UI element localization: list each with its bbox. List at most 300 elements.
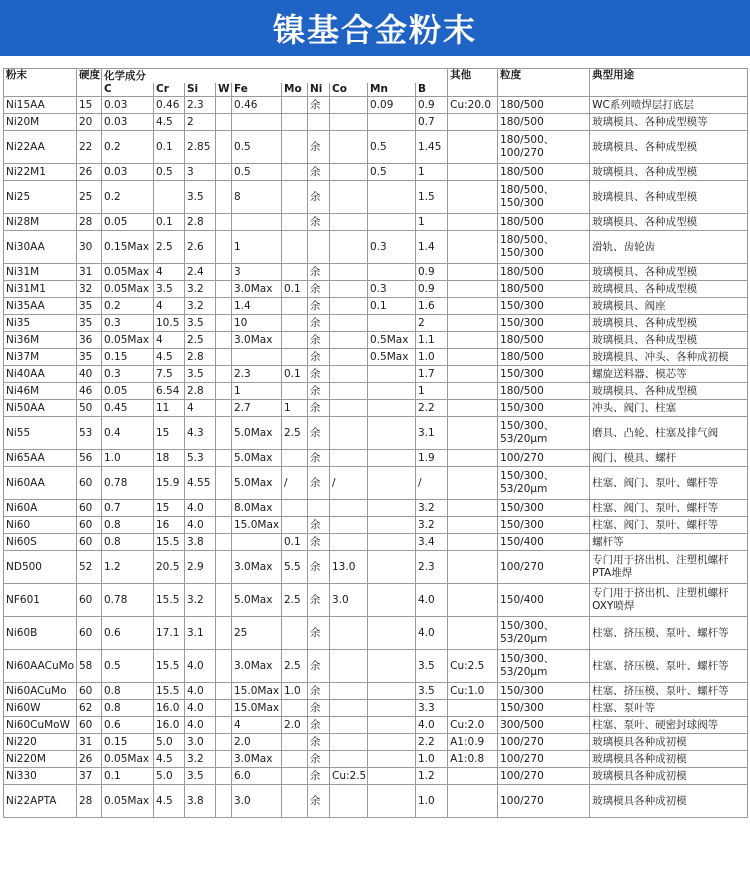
cell-usage: 磨具、凸轮、柱塞及排气阀 <box>590 417 748 450</box>
cell-w <box>216 298 232 315</box>
table-row <box>4 751 748 768</box>
cell-hardness: 53 <box>77 417 102 450</box>
cell-c: 1.2 <box>102 551 154 584</box>
cell-usage: 玻璃模具、各种成型模 <box>590 332 748 349</box>
cell-powder: Ni35 <box>4 315 77 332</box>
cell-c: 0.2 <box>102 181 154 214</box>
cell-hardness: 35 <box>77 315 102 332</box>
cell-b: 1.6 <box>416 298 448 315</box>
header-element: Fe <box>232 83 282 97</box>
cell-mo: 2.5 <box>282 584 308 617</box>
cell-powder: Ni15AA <box>4 97 77 114</box>
cell-fe: 8.0Max <box>232 500 282 517</box>
cell-hardness: 58 <box>77 650 102 683</box>
cell-si: 2.8 <box>185 214 216 231</box>
cell-other <box>448 534 498 551</box>
cell-usage: 柱塞、挤压模、泵叶、螺杆等 <box>590 650 748 683</box>
cell-other: Cu:2.5 <box>448 650 498 683</box>
cell-size: 100/270 <box>498 768 590 785</box>
cell-usage: 螺杆等 <box>590 534 748 551</box>
cell-w <box>216 768 232 785</box>
cell-si: 4 <box>185 400 216 417</box>
cell-powder: Ni60S <box>4 534 77 551</box>
cell-hardness: 56 <box>77 450 102 467</box>
cell-c: 0.3 <box>102 366 154 383</box>
header-size: 粒度 <box>498 69 590 97</box>
cell-size: 180/500 <box>498 281 590 298</box>
cell-usage: 玻璃模具、各种成型模 <box>590 131 748 164</box>
cell-usage: 柱塞、阀门、泵叶、螺杆等 <box>590 467 748 500</box>
cell-fe: 0.46 <box>232 97 282 114</box>
cell-size: 150/300 <box>498 366 590 383</box>
cell-cr: 6.54 <box>154 383 185 400</box>
cell-fe: 2.3 <box>232 366 282 383</box>
cell-fe: 1 <box>232 383 282 400</box>
cell-ni: 余 <box>308 617 330 650</box>
cell-mn <box>368 768 416 785</box>
cell-c: 0.05 <box>102 383 154 400</box>
cell-c: 0.05Max <box>102 332 154 349</box>
cell-size: 150/400 <box>498 534 590 551</box>
cell-powder: Ni22APTA <box>4 785 77 818</box>
cell-si: 2.8 <box>185 383 216 400</box>
cell-hardness: 50 <box>77 400 102 417</box>
cell-c: 0.2 <box>102 131 154 164</box>
cell-w <box>216 500 232 517</box>
cell-fe: 0.5 <box>232 131 282 164</box>
cell-hardness: 25 <box>77 181 102 214</box>
cell-size: 150/400 <box>498 584 590 617</box>
cell-b: 1.0 <box>416 751 448 768</box>
cell-co <box>330 114 368 131</box>
cell-b: 0.9 <box>416 281 448 298</box>
cell-ni: 余 <box>308 717 330 734</box>
cell-ni: 余 <box>308 734 330 751</box>
cell-w <box>216 785 232 818</box>
cell-mn <box>368 383 416 400</box>
cell-b: 1.4 <box>416 231 448 264</box>
cell-mn <box>368 417 416 450</box>
cell-usage: 冲头、阀门、柱塞 <box>590 400 748 417</box>
cell-other <box>448 349 498 366</box>
cell-c: 0.03 <box>102 114 154 131</box>
cell-co <box>330 517 368 534</box>
cell-cr: 15 <box>154 417 185 450</box>
cell-mo <box>282 450 308 467</box>
cell-size: 180/500 <box>498 214 590 231</box>
cell-w <box>216 683 232 700</box>
cell-mo <box>282 214 308 231</box>
cell-usage: 玻璃模具、各种成型模 <box>590 281 748 298</box>
cell-size: 150/300 <box>498 400 590 417</box>
cell-fe: 1 <box>232 231 282 264</box>
cell-c: 0.78 <box>102 467 154 500</box>
cell-c: 0.7 <box>102 500 154 517</box>
cell-hardness: 60 <box>77 584 102 617</box>
table-row <box>4 315 748 332</box>
cell-usage: 柱塞、泵叶、硬密封球阀等 <box>590 717 748 734</box>
header-element: Cr <box>154 83 185 97</box>
cell-mo <box>282 768 308 785</box>
cell-co <box>330 214 368 231</box>
cell-si: 2 <box>185 114 216 131</box>
cell-mo <box>282 785 308 818</box>
cell-fe <box>232 214 282 231</box>
cell-size: 150/300、53/20μm <box>498 650 590 683</box>
cell-size: 300/500 <box>498 717 590 734</box>
cell-b: 1.45 <box>416 131 448 164</box>
cell-other <box>448 131 498 164</box>
cell-powder: Ni60AA <box>4 467 77 500</box>
cell-c: 0.05 <box>102 214 154 231</box>
header-hardness: 硬度 <box>77 69 102 97</box>
cell-si: 3.8 <box>185 534 216 551</box>
cell-usage: 玻璃模具、各种成型模 <box>590 214 748 231</box>
cell-fe: 5.0Max <box>232 417 282 450</box>
cell-usage: 滑轨、齿轮齿 <box>590 231 748 264</box>
cell-co <box>330 650 368 683</box>
cell-cr: 5.0 <box>154 768 185 785</box>
cell-ni: 余 <box>308 768 330 785</box>
table-row <box>4 114 748 131</box>
cell-fe <box>232 349 282 366</box>
cell-co <box>330 717 368 734</box>
cell-mo: 1 <box>282 400 308 417</box>
cell-other <box>448 264 498 281</box>
cell-fe <box>232 114 282 131</box>
cell-usage: 玻璃模具、各种成型模 <box>590 383 748 400</box>
cell-fe: 2.0 <box>232 734 282 751</box>
cell-mo <box>282 264 308 281</box>
cell-usage: 柱塞、阀门、泵叶、螺杆等 <box>590 500 748 517</box>
cell-mn <box>368 500 416 517</box>
cell-powder: Ni60A <box>4 500 77 517</box>
cell-hardness: 20 <box>77 114 102 131</box>
cell-fe: 10 <box>232 315 282 332</box>
cell-mn <box>368 214 416 231</box>
cell-hardness: 35 <box>77 349 102 366</box>
cell-si: 2.8 <box>185 349 216 366</box>
cell-b: 3.2 <box>416 500 448 517</box>
table-row <box>4 181 748 214</box>
cell-cr: 7.5 <box>154 366 185 383</box>
cell-mn <box>368 534 416 551</box>
cell-size: 150/300、53/20μm <box>498 617 590 650</box>
cell-w <box>216 584 232 617</box>
cell-b: 2.2 <box>416 734 448 751</box>
cell-hardness: 46 <box>77 383 102 400</box>
cell-si: 3.2 <box>185 298 216 315</box>
cell-mn <box>368 683 416 700</box>
cell-mn <box>368 114 416 131</box>
table-row <box>4 717 748 734</box>
cell-cr: 20.5 <box>154 551 185 584</box>
cell-cr: 15.5 <box>154 534 185 551</box>
cell-w <box>216 650 232 683</box>
cell-size: 150/300、53/20μm <box>498 467 590 500</box>
cell-w <box>216 231 232 264</box>
cell-other <box>448 366 498 383</box>
cell-mo <box>282 500 308 517</box>
cell-w <box>216 734 232 751</box>
cell-cr: 0.1 <box>154 214 185 231</box>
cell-w <box>216 281 232 298</box>
cell-ni: 余 <box>308 332 330 349</box>
cell-size: 150/300 <box>498 517 590 534</box>
cell-mo <box>282 131 308 164</box>
cell-si: 4.55 <box>185 467 216 500</box>
cell-usage: 柱塞、挤压模、泵叶、螺杆等 <box>590 683 748 700</box>
cell-fe: 1.4 <box>232 298 282 315</box>
cell-hardness: 32 <box>77 281 102 298</box>
cell-size: 150/300 <box>498 700 590 717</box>
cell-fe: 3.0Max <box>232 751 282 768</box>
cell-ni <box>308 231 330 264</box>
cell-usage: 玻璃模具、各种成型模 <box>590 164 748 181</box>
cell-mo <box>282 97 308 114</box>
cell-b: 1.1 <box>416 332 448 349</box>
cell-b: 0.9 <box>416 264 448 281</box>
cell-mn: 0.5 <box>368 164 416 181</box>
cell-mn: 0.5Max <box>368 349 416 366</box>
table-row <box>4 383 748 400</box>
cell-powder: Ni28M <box>4 214 77 231</box>
cell-b: / <box>416 467 448 500</box>
cell-mo <box>282 383 308 400</box>
cell-cr: 4 <box>154 264 185 281</box>
cell-fe: 15.0Max <box>232 683 282 700</box>
cell-b: 4.0 <box>416 617 448 650</box>
cell-si: 4.0 <box>185 683 216 700</box>
cell-powder: Ni25 <box>4 181 77 214</box>
cell-hardness: 31 <box>77 734 102 751</box>
table-row <box>4 650 748 683</box>
cell-co <box>330 264 368 281</box>
cell-other <box>448 617 498 650</box>
cell-mn: 0.3 <box>368 231 416 264</box>
cell-co <box>330 617 368 650</box>
cell-size: 100/270 <box>498 450 590 467</box>
cell-powder: Ni22M1 <box>4 164 77 181</box>
table-container <box>0 56 750 818</box>
cell-c: 0.6 <box>102 617 154 650</box>
cell-c: 0.78 <box>102 584 154 617</box>
cell-powder: Ni40AA <box>4 366 77 383</box>
cell-size: 150/300 <box>498 298 590 315</box>
cell-mn: 0.5 <box>368 131 416 164</box>
cell-c: 0.5 <box>102 650 154 683</box>
cell-ni: 余 <box>308 383 330 400</box>
cell-mo: 5.5 <box>282 551 308 584</box>
cell-cr: 16.0 <box>154 717 185 734</box>
cell-other <box>448 164 498 181</box>
table-row <box>4 700 748 717</box>
header-element: C <box>102 83 154 97</box>
cell-mo: / <box>282 467 308 500</box>
cell-b: 3.2 <box>416 517 448 534</box>
table-row <box>4 551 748 584</box>
cell-mn <box>368 751 416 768</box>
cell-ni: 余 <box>308 164 330 181</box>
cell-powder: Ni65AA <box>4 450 77 467</box>
cell-mo: 2.5 <box>282 417 308 450</box>
cell-c: 0.6 <box>102 717 154 734</box>
cell-powder: Ni46M <box>4 383 77 400</box>
cell-cr: 15.5 <box>154 683 185 700</box>
cell-other <box>448 417 498 450</box>
cell-c: 0.4 <box>102 417 154 450</box>
cell-cr: 17.1 <box>154 617 185 650</box>
cell-w <box>216 264 232 281</box>
cell-ni: 余 <box>308 349 330 366</box>
cell-powder: Ni60B <box>4 617 77 650</box>
cell-powder: Ni330 <box>4 768 77 785</box>
cell-w <box>216 551 232 584</box>
cell-usage: 专门用于挤出机、注塑机螺杆OXY喷焊 <box>590 584 748 617</box>
cell-si: 4.0 <box>185 650 216 683</box>
cell-powder: Ni50AA <box>4 400 77 417</box>
cell-other <box>448 450 498 467</box>
cell-size: 180/500 <box>498 332 590 349</box>
cell-si: 3.0 <box>185 734 216 751</box>
cell-powder: Ni60CuMoW <box>4 717 77 734</box>
cell-other <box>448 551 498 584</box>
cell-co <box>330 785 368 818</box>
table-row <box>4 214 748 231</box>
cell-mn: 0.1 <box>368 298 416 315</box>
cell-w <box>216 332 232 349</box>
header-element: Co <box>330 83 368 97</box>
cell-hardness: 31 <box>77 264 102 281</box>
cell-cr: 3.5 <box>154 281 185 298</box>
cell-powder: Ni22AA <box>4 131 77 164</box>
cell-c: 0.05Max <box>102 785 154 818</box>
cell-b: 2.3 <box>416 551 448 584</box>
cell-ni: 余 <box>308 683 330 700</box>
table-row <box>4 264 748 281</box>
cell-mo <box>282 298 308 315</box>
cell-powder: NF601 <box>4 584 77 617</box>
cell-mo <box>282 700 308 717</box>
header-composition: 化学成分 <box>102 69 448 84</box>
cell-c: 0.8 <box>102 534 154 551</box>
cell-hardness: 52 <box>77 551 102 584</box>
cell-co <box>330 751 368 768</box>
cell-b: 1 <box>416 164 448 181</box>
cell-hardness: 28 <box>77 785 102 818</box>
table-row <box>4 231 748 264</box>
cell-c: 0.45 <box>102 400 154 417</box>
cell-hardness: 26 <box>77 164 102 181</box>
cell-cr: 15.9 <box>154 467 185 500</box>
cell-si: 3.5 <box>185 181 216 214</box>
cell-mn <box>368 400 416 417</box>
cell-other: Cu:1.0 <box>448 683 498 700</box>
cell-mo: 0.1 <box>282 366 308 383</box>
cell-si: 2.4 <box>185 264 216 281</box>
cell-fe: 3.0Max <box>232 551 282 584</box>
cell-w <box>216 164 232 181</box>
cell-b: 1.5 <box>416 181 448 214</box>
cell-mn <box>368 181 416 214</box>
cell-w <box>216 366 232 383</box>
cell-b: 1 <box>416 214 448 231</box>
cell-fe: 25 <box>232 617 282 650</box>
cell-co: 3.0 <box>330 584 368 617</box>
cell-powder: Ni60ACuMo <box>4 683 77 700</box>
cell-mo <box>282 734 308 751</box>
cell-ni: 余 <box>308 751 330 768</box>
cell-co <box>330 231 368 264</box>
cell-mn <box>368 551 416 584</box>
cell-w <box>216 467 232 500</box>
cell-hardness: 35 <box>77 298 102 315</box>
cell-usage: 玻璃模具、各种成型模 <box>590 315 748 332</box>
cell-hardness: 30 <box>77 231 102 264</box>
cell-ni: 余 <box>308 298 330 315</box>
cell-w <box>216 383 232 400</box>
cell-b: 1.0 <box>416 785 448 818</box>
cell-b: 3.5 <box>416 650 448 683</box>
cell-fe: 3 <box>232 264 282 281</box>
cell-fe: 3.0Max <box>232 650 282 683</box>
cell-co <box>330 534 368 551</box>
cell-w <box>216 97 232 114</box>
cell-ni: 余 <box>308 264 330 281</box>
cell-si: 4.0 <box>185 500 216 517</box>
cell-usage: 玻璃模具各种成初模 <box>590 785 748 818</box>
cell-other <box>448 517 498 534</box>
cell-other <box>448 467 498 500</box>
cell-hardness: 22 <box>77 131 102 164</box>
cell-mo <box>282 751 308 768</box>
header-usage: 典型用途 <box>590 69 748 97</box>
cell-mn <box>368 315 416 332</box>
cell-cr: 4.5 <box>154 114 185 131</box>
cell-ni: 余 <box>308 315 330 332</box>
cell-b: 4.0 <box>416 584 448 617</box>
cell-mo <box>282 114 308 131</box>
cell-cr: 0.46 <box>154 97 185 114</box>
cell-other <box>448 332 498 349</box>
cell-mn <box>368 366 416 383</box>
cell-si: 2.5 <box>185 332 216 349</box>
cell-hardness: 60 <box>77 500 102 517</box>
cell-b: 1.2 <box>416 768 448 785</box>
cell-si: 3.2 <box>185 281 216 298</box>
cell-size: 100/270 <box>498 551 590 584</box>
cell-ni: 余 <box>308 214 330 231</box>
cell-w <box>216 617 232 650</box>
table-row <box>4 281 748 298</box>
cell-b: 1 <box>416 383 448 400</box>
cell-b: 0.9 <box>416 97 448 114</box>
cell-si: 2.85 <box>185 131 216 164</box>
cell-ni: 余 <box>308 785 330 818</box>
cell-cr: 0.1 <box>154 131 185 164</box>
cell-mn: 0.5Max <box>368 332 416 349</box>
cell-mn: 0.09 <box>368 97 416 114</box>
cell-w <box>216 214 232 231</box>
cell-size: 180/500、100/270 <box>498 131 590 164</box>
cell-hardness: 40 <box>77 366 102 383</box>
header-element: W <box>216 83 232 97</box>
table-row <box>4 400 748 417</box>
cell-si: 4.0 <box>185 717 216 734</box>
cell-hardness: 36 <box>77 332 102 349</box>
cell-usage: WC系列喷焊层打底层 <box>590 97 748 114</box>
cell-w <box>216 417 232 450</box>
